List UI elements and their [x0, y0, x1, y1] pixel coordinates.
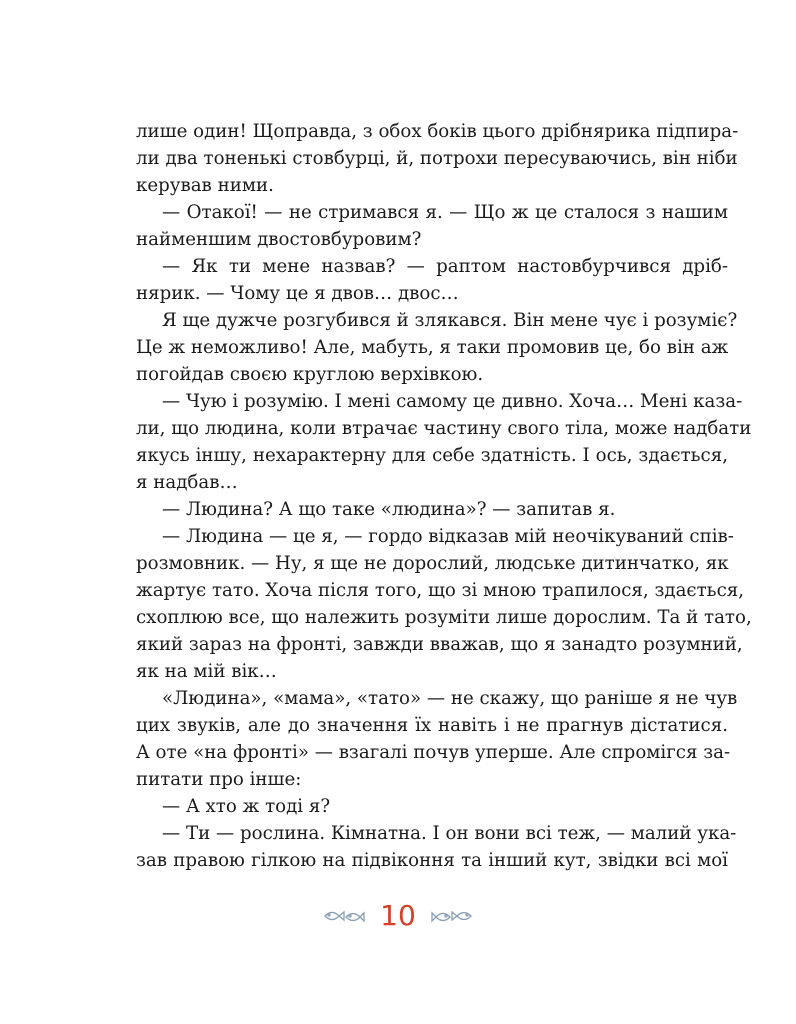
text-line: якусь іншу, нехарактерну для себе здатність. І ось, здається, [136, 445, 728, 466]
fish-ornament-right-icon [430, 907, 474, 925]
text-line: — Людина? А що таке «людина»? — запитав я. [162, 499, 616, 520]
text-line: нярик. — Чому це я двов… двос… [136, 283, 459, 304]
text-line: А оте «на фронті» — взагалі почув уперше. Але спромігся за- [136, 742, 731, 763]
text-line: розмовник. — Ну, я ще не дорослий, людське дитинчатко, як [136, 553, 729, 574]
text-line: лише один! Щоправда, з обох боків цього дрібнярика підпира- [136, 121, 739, 142]
text-line: — Як ти мене назвав? — раптом настовбурчився дріб- [162, 256, 728, 277]
text-line: — Людина — це я, — гордо відказав мій неочікуваний спів- [162, 526, 734, 547]
fish-ornament-left-icon [322, 907, 366, 925]
text-line: погойдав своєю круглою верхівкою. [136, 364, 484, 385]
text-line: ли два тоненькі стовбурці, й, потрохи пересуваючись, він ніби [136, 148, 738, 169]
text-line: питати про інше: [136, 769, 302, 790]
page-footer [0, 896, 796, 936]
text-line: — Ти — рослина. Кімнатна. І он вони всі теж, — малий ука- [162, 823, 737, 844]
text-line: як на мій вік… [136, 661, 277, 682]
text-line: найменшим двостовбуровим? [136, 229, 422, 250]
text-line: Це ж неможливо! Але, мабуть, я таки промовив це, бо він аж [136, 337, 729, 358]
text-line: — Отакої! — не стримався я. — Що ж це сталося з нашим [162, 202, 728, 223]
text-line: я надбав… [136, 472, 238, 493]
text-line: керував ними. [136, 175, 274, 196]
text-line: жартує тато. Хоча після того, що зі мною трапилося, здається, [136, 580, 745, 601]
text-line: цих звуків, але до значення їх навіть і не прагнув дістатися. [136, 715, 728, 736]
page-body-text [136, 118, 752, 874]
text-line: — А хто ж тоді я? [162, 796, 331, 817]
text-line: «Людина», «мама», «тато» — не скажу, що раніше я не чув [162, 688, 738, 709]
text-line: Я ще дужче розгубився й злякався. Він мене чує і розуміє? [162, 310, 738, 331]
text-line: який зараз на фронті, завжди вважав, що я занадто розумний, [136, 634, 743, 655]
text-line: ли, що людина, коли втрачає частину свого тіла, може надбати [136, 418, 752, 439]
page-number: 10 [380, 899, 416, 932]
text-line: схоплюю все, що належить розуміти лише дорослим. Та й тато, [136, 607, 752, 628]
text-line: — Чую і розумію. І мені самому це дивно. Хоча… Мені каза- [162, 391, 743, 412]
text-line: зав правою гілкою на підвіконня та інший кут, звідки всі мої [136, 850, 728, 871]
